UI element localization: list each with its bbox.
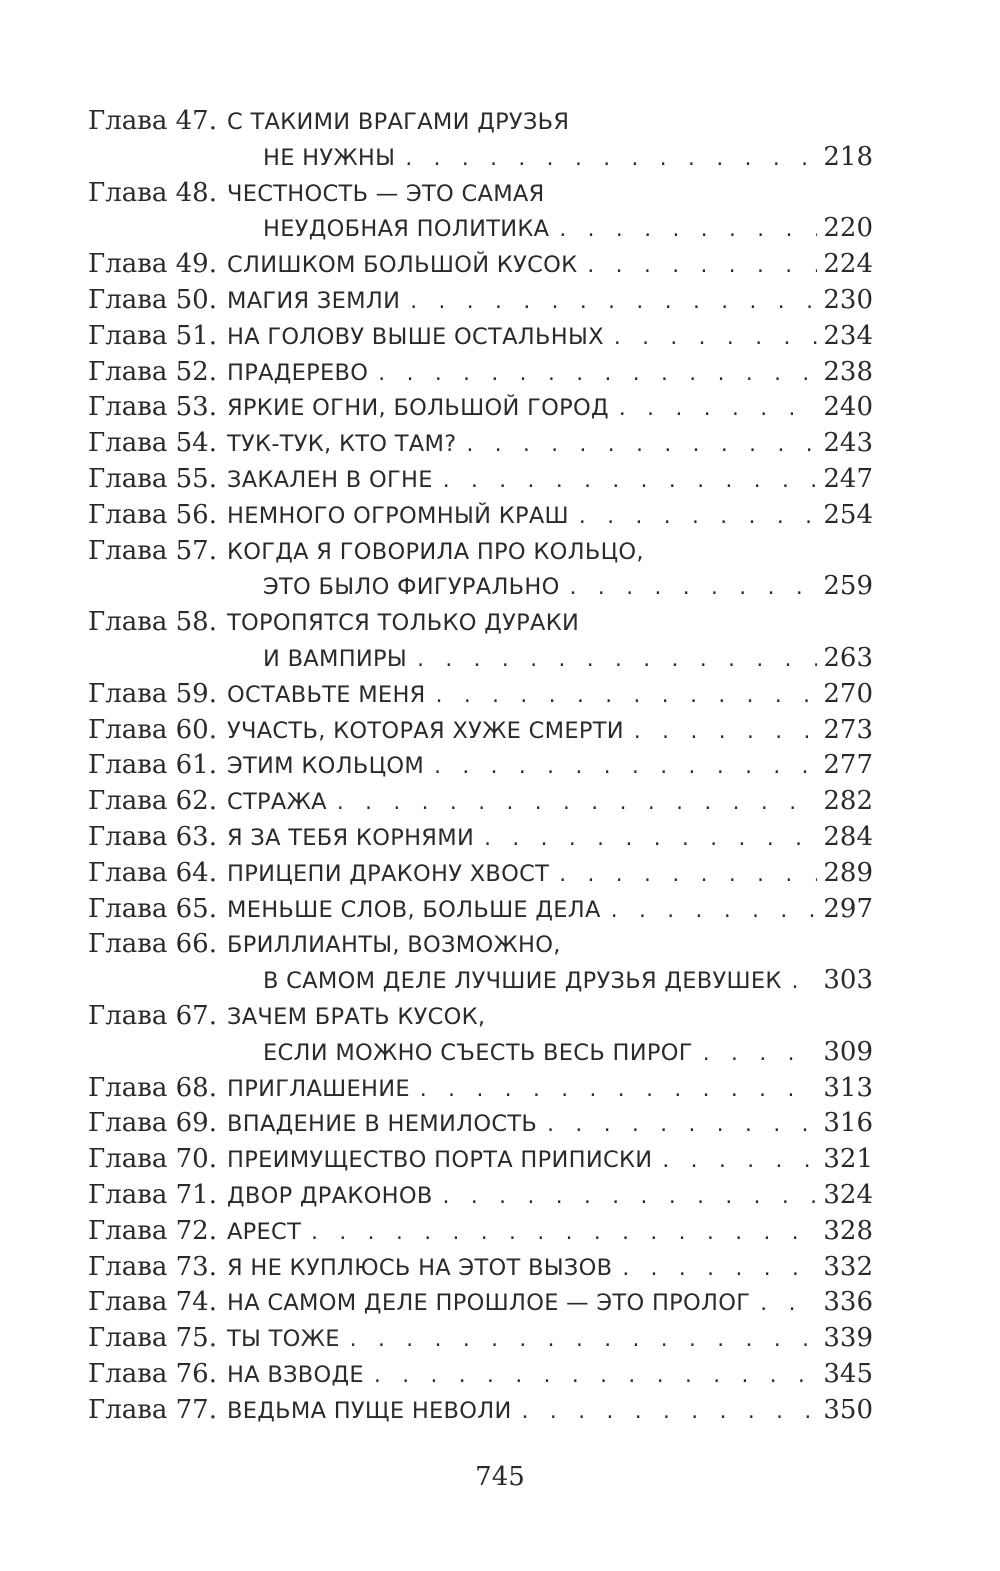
chapter-title: НЕУДОБНАЯ ПОЛИТИКА	[262, 216, 550, 243]
chapter-number: Глава 74.	[88, 1287, 217, 1318]
page-reference: 270	[823, 678, 873, 709]
chapter-number: Глава 50.	[88, 284, 217, 315]
chapter-title: В САМОМ ДЕЛЕ ЛУЧШИЕ ДРУЗЬЯ ДЕВУШЕК	[262, 968, 782, 995]
chapter-title: НА ВЗВОДЕ	[226, 1361, 364, 1388]
chapter-title: ЗАКАЛЕН В ОГНЕ	[226, 466, 433, 493]
chapter-title: СЛИШКОМ БОЛЬШОЙ КУСОК	[226, 252, 578, 279]
chapter-title: ЭТИМ КОЛЬЦОМ	[226, 753, 425, 780]
dot-leader	[632, 715, 817, 751]
chapter-title: ТУК-ТУК, КТО ТАМ?	[226, 431, 457, 458]
page-reference: 336	[823, 1287, 873, 1318]
table-of-contents	[88, 104, 873, 1428]
chapter-title: И ВАМПИРЫ	[262, 645, 408, 672]
chapter-title: НА ГОЛОВУ ВЫШЕ ОСТАЛЬНЫХ	[226, 323, 604, 350]
toc-entry	[88, 1285, 873, 1321]
chapter-title: ПРИЦЕПИ ДРАКОНУ ХВОСТ	[226, 860, 550, 887]
page-reference: 316	[823, 1108, 873, 1139]
dot-leader	[432, 750, 817, 786]
chapter-number: Глава 75.	[88, 1323, 217, 1354]
page-reference: 328	[823, 1215, 873, 1246]
toc-entry	[88, 1250, 873, 1286]
dot-leader	[348, 1323, 818, 1359]
dot-leader	[620, 1252, 817, 1288]
page-reference: 238	[823, 356, 873, 387]
toc-entry	[88, 1142, 873, 1178]
page-reference: 282	[823, 786, 873, 817]
chapter-number: Глава 57.	[88, 535, 217, 566]
toc-entry	[88, 104, 873, 140]
chapter-number: Глава 54.	[88, 428, 217, 459]
page-reference: 234	[823, 320, 873, 351]
toc-entry	[88, 462, 873, 498]
chapter-title: ЗАЧЕМ БРАТЬ КУСОК,	[226, 1003, 486, 1030]
chapter-number: Глава 61.	[88, 750, 217, 781]
toc-entry	[88, 784, 873, 820]
page-reference: 339	[823, 1323, 873, 1354]
chapter-number: Глава 51.	[88, 320, 217, 351]
page-reference: 289	[823, 857, 873, 888]
chapter-number: Глава 64.	[88, 857, 217, 888]
toc-entry	[88, 927, 873, 963]
chapter-number: Глава 53.	[88, 392, 217, 423]
chapter-title: БРИЛЛИАНТЫ, ВОЗМОЖНО,	[226, 932, 561, 959]
chapter-number: Глава 68.	[88, 1072, 217, 1103]
toc-entry-continuation	[88, 963, 873, 999]
page-reference: 350	[823, 1394, 873, 1425]
chapter-number: Глава 72.	[88, 1215, 217, 1246]
chapter-number: Глава 69.	[88, 1108, 217, 1139]
chapter-number: Глава 49.	[88, 249, 217, 280]
chapter-title: УЧАСТЬ, КОТОРАЯ ХУЖЕ СМЕРТИ	[226, 717, 624, 744]
toc-entry	[88, 1357, 873, 1393]
page-reference: 324	[823, 1179, 873, 1210]
dot-leader	[335, 786, 818, 822]
chapter-number: Глава 56.	[88, 499, 217, 530]
dot-leader	[408, 285, 817, 321]
dot-leader	[701, 1037, 818, 1073]
chapter-number: Глава 71.	[88, 1179, 217, 1210]
chapter-number: Глава 58.	[88, 607, 217, 638]
chapter-number: Глава 47.	[88, 106, 217, 136]
dot-leader	[482, 822, 817, 858]
page-reference: 240	[823, 392, 873, 423]
chapter-title: ПРЕИМУЩЕСТВО ПОРТА ПРИПИСКИ	[226, 1147, 653, 1174]
dot-leader	[660, 1144, 817, 1180]
toc-entry	[88, 390, 873, 426]
toc-entry	[88, 1393, 873, 1429]
toc-entry	[88, 355, 873, 391]
dot-leader	[376, 357, 817, 393]
chapter-title: ЭТО БЫЛО ФИГУРАЛЬНО	[262, 574, 560, 601]
page-reference: 309	[823, 1036, 873, 1067]
page-reference: 277	[823, 750, 873, 781]
toc-entry	[88, 1178, 873, 1214]
toc-entry	[88, 713, 873, 749]
toc-entry	[88, 319, 873, 355]
dot-leader	[434, 679, 818, 715]
toc-entry-continuation	[88, 140, 873, 176]
chapter-title: ТОРОПЯТСЯ ТОЛЬКО ДУРАКИ	[226, 610, 580, 637]
page-reference: 345	[823, 1358, 873, 1389]
dot-leader	[612, 321, 818, 357]
toc-entry	[88, 1214, 873, 1250]
dot-leader	[617, 392, 817, 428]
chapter-title: Я ЗА ТЕБЯ КОРНЯМИ	[226, 824, 475, 851]
toc-entry	[88, 534, 873, 570]
page-reference: 303	[823, 965, 873, 996]
chapter-title: МЕНЬШЕ СЛОВ, БОЛЬШЕ ДЕЛА	[226, 896, 601, 923]
chapter-title: ПРАДЕРЕВО	[226, 359, 369, 386]
page-reference: 321	[823, 1144, 873, 1175]
chapter-number: Глава 76.	[88, 1358, 217, 1389]
dot-leader	[403, 142, 817, 178]
chapter-number: Глава 48.	[88, 177, 217, 208]
chapter-number: Глава 59.	[88, 678, 217, 709]
toc-entry-continuation	[88, 641, 873, 677]
dot-leader	[418, 1073, 817, 1109]
toc-entry-continuation	[88, 1035, 873, 1071]
toc-entry	[88, 999, 873, 1035]
chapter-number: Глава 63.	[88, 821, 217, 852]
toc-entry	[88, 498, 873, 534]
page-reference: 332	[823, 1251, 873, 1282]
chapter-title: НЕМНОГО ОГРОМНЫЙ КРАШ	[226, 502, 569, 529]
dot-leader	[585, 249, 817, 285]
chapter-title: АРЕСТ	[226, 1218, 302, 1245]
page-reference: 243	[823, 428, 873, 459]
chapter-title: МАГИЯ ЗЕМЛИ	[226, 287, 401, 314]
dot-leader	[545, 1108, 817, 1144]
dot-leader	[577, 500, 817, 536]
chapter-number: Глава 52.	[88, 356, 217, 387]
page-reference: 284	[823, 821, 873, 852]
page-reference: 259	[823, 571, 873, 602]
dot-leader	[758, 1287, 817, 1323]
dot-leader	[309, 1216, 817, 1252]
chapter-number: Глава 67.	[88, 1000, 217, 1031]
page-reference: 230	[823, 284, 873, 315]
chapter-title: ПРИГЛАШЕНИЕ	[226, 1075, 410, 1102]
dot-leader	[557, 213, 817, 249]
dot-leader	[609, 894, 818, 930]
page-reference: 247	[823, 463, 873, 494]
chapter-number: Глава 66.	[88, 929, 217, 960]
chapter-title: НЕ НУЖНЫ	[262, 144, 396, 171]
page-reference: 220	[823, 213, 873, 244]
chapter-title: ВПАДЕНИЕ В НЕМИЛОСТЬ	[226, 1111, 538, 1138]
page-number: 745	[475, 1462, 525, 1492]
chapter-title: ЧЕСТНОСТЬ — ЭТО САМАЯ	[226, 180, 545, 207]
chapter-title: Я НЕ КУПЛЮСЬ НА ЭТОТ ВЫЗОВ	[226, 1254, 613, 1281]
page-reference: 254	[823, 499, 873, 530]
chapter-number: Глава 65.	[88, 893, 217, 924]
chapter-number: Глава 60.	[88, 714, 217, 745]
dot-leader	[557, 858, 817, 894]
page-reference: 263	[823, 642, 873, 673]
toc-entry	[88, 176, 873, 212]
chapter-number: Глава 73.	[88, 1251, 217, 1282]
page-reference: 273	[823, 714, 873, 745]
dot-leader	[372, 1359, 817, 1395]
page-reference: 224	[823, 249, 873, 280]
chapter-title: КОГДА Я ГОВОРИЛА ПРО КОЛЬЦО,	[226, 538, 644, 565]
dot-leader	[464, 428, 817, 464]
toc-entry	[88, 748, 873, 784]
toc-entry	[88, 677, 873, 713]
chapter-title: ЯРКИЕ ОГНИ, БОЛЬШОЙ ГОРОД	[226, 395, 609, 422]
page-reference: 313	[823, 1072, 873, 1103]
toc-entry	[88, 820, 873, 856]
toc-entry	[88, 1321, 873, 1357]
dot-leader	[520, 1395, 818, 1431]
chapter-number: Глава 70.	[88, 1144, 217, 1175]
toc-entry	[88, 605, 873, 641]
toc-entry-continuation	[88, 569, 873, 605]
toc-entry	[88, 283, 873, 319]
dot-leader	[441, 1180, 818, 1216]
toc-entry	[88, 1106, 873, 1142]
page-reference: 297	[823, 893, 873, 924]
chapter-title: НА САМОМ ДЕЛЕ ПРОШЛОЕ — ЭТО ПРОЛОГ	[226, 1290, 751, 1317]
chapter-title: ЕСЛИ МОЖНО СЪЕСТЬ ВЕСЬ ПИРОГ	[262, 1039, 693, 1066]
chapter-number: Глава 55.	[88, 463, 217, 494]
chapter-title: ДВОР ДРАКОНОВ	[226, 1182, 433, 1209]
chapter-title: ОСТАВЬТЕ МЕНЯ	[226, 681, 426, 708]
chapter-number: Глава 77.	[88, 1394, 217, 1425]
toc-entry	[88, 856, 873, 892]
toc-entry	[88, 1071, 873, 1107]
toc-entry	[88, 892, 873, 928]
chapter-title: ВЕДЬМА ПУЩЕ НЕВОЛИ	[226, 1397, 512, 1424]
toc-entry-continuation	[88, 211, 873, 247]
chapter-title: С ТАКИМИ ВРАГАМИ ДРУЗЬЯ	[226, 109, 570, 135]
chapter-number: Глава 62.	[88, 786, 217, 817]
dot-leader	[568, 571, 818, 607]
dot-leader	[415, 643, 817, 679]
chapter-title: СТРАЖА	[226, 789, 327, 816]
dot-leader	[790, 965, 818, 1001]
toc-entry	[88, 247, 873, 283]
page-reference: 218	[823, 141, 873, 172]
chapter-title: ТЫ ТОЖЕ	[226, 1326, 340, 1353]
toc-entry	[88, 426, 873, 462]
dot-leader	[441, 464, 818, 500]
